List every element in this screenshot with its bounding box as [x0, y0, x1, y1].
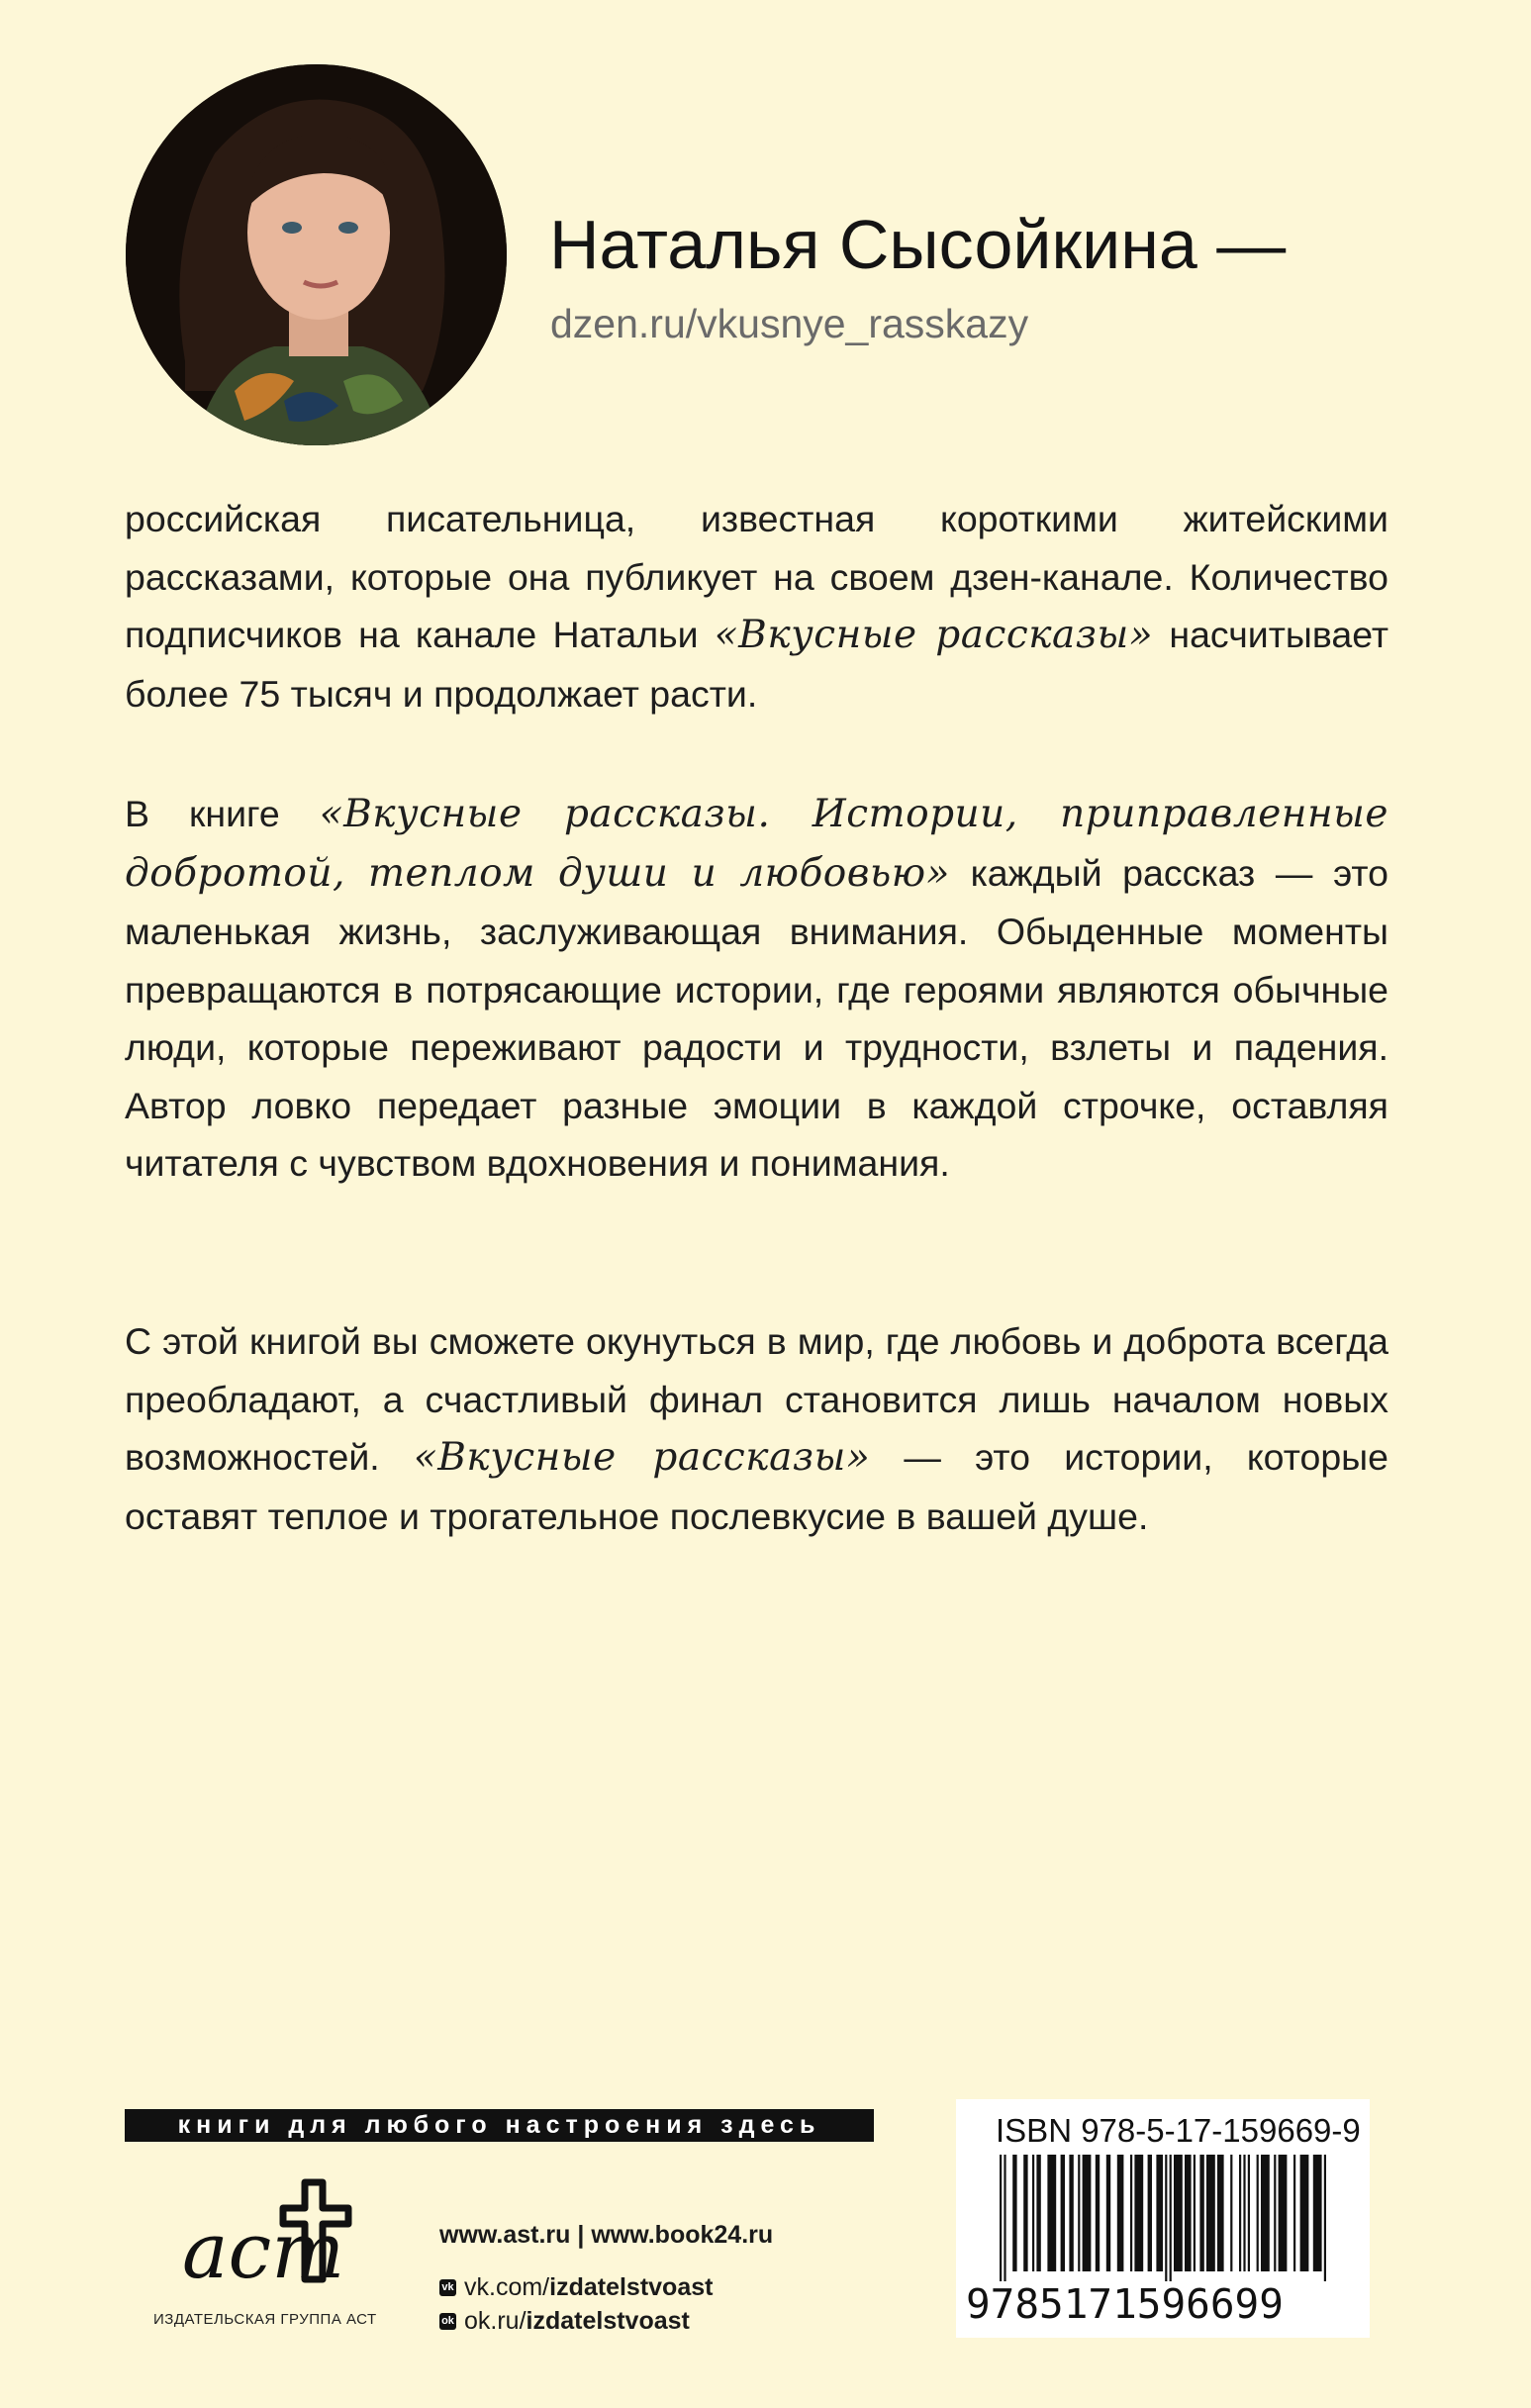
barcode-bar	[1156, 2155, 1163, 2271]
closing-text-end: — это истории, которые оставят теплое и трогательное послевкусие в вашей душе.	[125, 1436, 1388, 1537]
vk-link-prefix: vk.com/	[464, 2273, 550, 2301]
odnoklassniki-icon: ok	[439, 2313, 456, 2330]
ean-digits: 9785171596699	[966, 2280, 1284, 2328]
barcode-bar	[1300, 2155, 1309, 2271]
barcode-bar	[1069, 2155, 1073, 2271]
publisher-caption: ИЗДАТЕЛЬСКАЯ ГРУППА АСТ	[153, 2311, 377, 2328]
vk-icon: vk	[439, 2279, 456, 2296]
barcode-bar	[1274, 2155, 1276, 2271]
barcode-bar	[1078, 2155, 1080, 2271]
barcode-bar	[1206, 2155, 1215, 2271]
barcode-bar	[1083, 2155, 1092, 2271]
barcode-bar	[1012, 2155, 1016, 2271]
barcode-bar	[1185, 2155, 1192, 2271]
ok-link-prefix: ok.ru/	[464, 2307, 526, 2335]
book-description-paragraph	[125, 785, 1388, 1193]
barcode-bar	[1061, 2155, 1065, 2271]
bio-text-start: российская писательница, известная короткими житейскими рассказами, которые она публикует на своем дзен-канале. Количество подписчиков на канале Натальи	[125, 498, 1388, 655]
barcode-bar	[1023, 2155, 1027, 2271]
barcode-bar	[1217, 2155, 1224, 2271]
closing-text-start: С этой книгой вы сможете окунуться в мир, где любовь и доброта всегда преобладают, а счастливый финал становится лишь началом новых возможностей.	[125, 1320, 1388, 1478]
barcode-bar	[1170, 2155, 1172, 2281]
barcode-bar	[1174, 2155, 1183, 2271]
ok-link-handle: izdatelstvoast	[526, 2307, 690, 2335]
barcode-bar	[1165, 2155, 1167, 2281]
barcode-bars	[1000, 2155, 1326, 2281]
closing-paragraph	[125, 1312, 1388, 1545]
barcode-bar	[1293, 2155, 1295, 2271]
barcode-bar	[1004, 2155, 1005, 2281]
book-title-mention-2: «Вкусные рассказы»	[413, 1435, 871, 1480]
description-text-start: В книге	[125, 793, 320, 834]
barcode-bar	[1032, 2155, 1034, 2271]
isbn-barcode	[956, 2099, 1370, 2338]
barcode-bar	[1106, 2155, 1110, 2271]
barcode-bar	[1324, 2155, 1326, 2281]
author-name: Наталья Сысойкина —	[549, 206, 1287, 283]
barcode-bar	[1243, 2155, 1245, 2271]
ok-link[interactable]	[439, 2307, 690, 2336]
author-photo	[126, 64, 507, 445]
barcode-bar	[1261, 2155, 1270, 2271]
barcode-bar	[1248, 2155, 1250, 2271]
barcode-bar	[1148, 2155, 1152, 2271]
barcode-bar	[1047, 2155, 1056, 2271]
publisher-tagline: книги для любого настроения здесь	[125, 2109, 874, 2142]
barcode-bar	[1134, 2155, 1143, 2271]
barcode-bar	[1194, 2155, 1196, 2271]
book-full-title: «Вкусные рассказы. Истории, приправленные добротой, теплом души и любовью»	[125, 792, 1389, 896]
author-dzen-link[interactable]: dzen.ru/vkusnye_rasskazy	[550, 301, 1029, 346]
barcode-bar	[1096, 2155, 1100, 2271]
barcode-bar	[1130, 2155, 1132, 2271]
barcode-bar	[1199, 2155, 1203, 2271]
ast-logo-text: аст	[182, 2207, 345, 2296]
barcode-bar	[1313, 2155, 1322, 2271]
barcode-bar	[1117, 2155, 1124, 2271]
bio-paragraph	[125, 490, 1388, 722]
barcode-bar	[1000, 2155, 1002, 2281]
ast-logo	[174, 2161, 372, 2299]
bio-text-end: насчитывает более 75 тысяч и продолжает расти.	[125, 614, 1389, 715]
vk-link[interactable]	[439, 2273, 713, 2302]
isbn-number: ISBN 978-5-17-159669-9	[996, 2112, 1361, 2149]
publisher-websites[interactable]: www.ast.ru | www.book24.ru	[439, 2221, 774, 2249]
vk-link-handle: izdatelstvoast	[549, 2273, 714, 2301]
barcode-bar	[1279, 2155, 1288, 2271]
barcode-bar	[1257, 2155, 1259, 2271]
barcode-bar	[1239, 2155, 1241, 2271]
barcode-bar	[1230, 2155, 1232, 2271]
book-title-mention: «Вкусные рассказы»	[714, 613, 1154, 657]
barcode-bar	[1036, 2155, 1040, 2271]
description-text-end: каждый рассказ — это маленькая жизнь, заслуживающая внимания. Обыденные моменты превращаются в потрясающие истории, где героями являются обычные люди, которые переживают радости и трудности, взлеты и падения. Автор ловко передает разные эмоции в каждой строчке, оставляя читателя с чувством вдохновения и понимания.	[125, 851, 1388, 1184]
